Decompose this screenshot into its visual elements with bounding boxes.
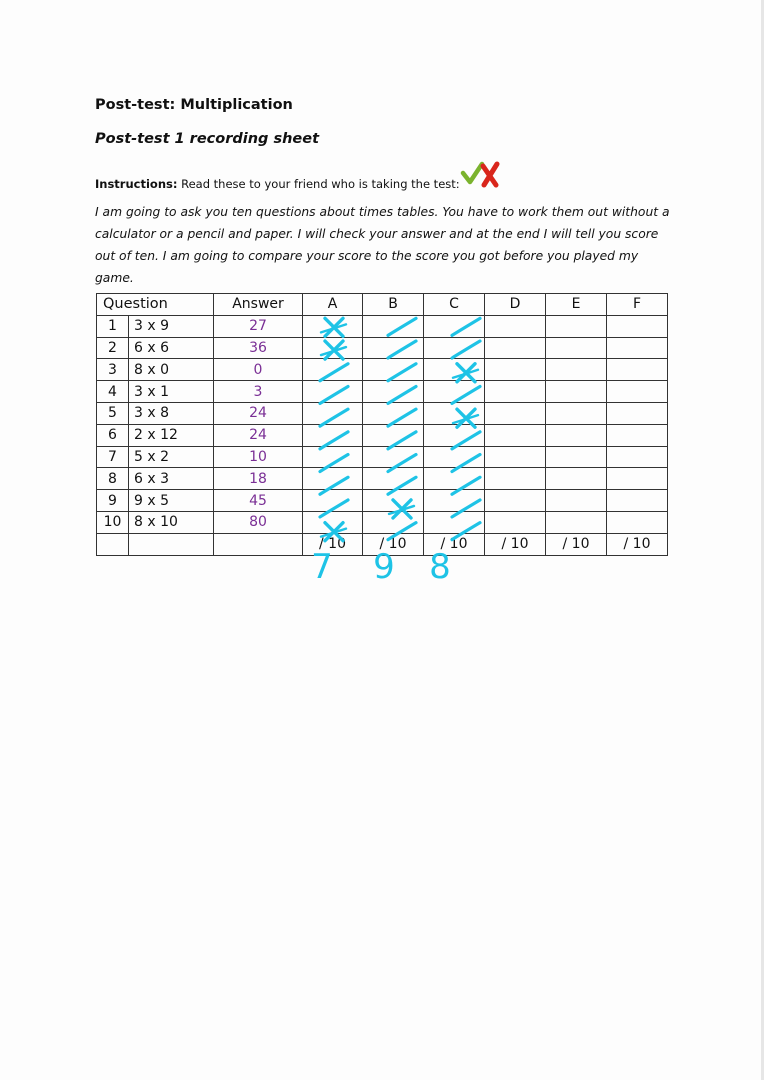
tick-mark — [388, 409, 416, 426]
tick-mark — [388, 341, 416, 358]
question-text: 3 x 9 — [129, 315, 214, 337]
question-header: Question — [97, 294, 214, 316]
tick-mark — [452, 455, 480, 472]
column-header-b: B — [363, 294, 424, 316]
instructions-script: I am going to ask you ten questions about times tables. You have to work them out without a calculator or a pencil and paper. I will check your answer and at the end I will tell you score out of ten. I am going to compare your score to the score you got before you played my game. — [95, 205, 670, 285]
column-header-a: A — [303, 294, 363, 316]
question-text: 6 x 6 — [129, 337, 214, 359]
score-cell-f: / 10 — [607, 533, 668, 555]
tick-mark — [452, 500, 480, 517]
question-number: 1 — [97, 315, 129, 337]
question-text: 5 x 2 — [129, 446, 214, 468]
score-cell-b: / 10 — [363, 533, 424, 555]
answer-header: Answer — [214, 294, 303, 316]
answer-value: 0 — [214, 359, 303, 381]
question-number: 10 — [97, 511, 129, 533]
question-number: 7 — [97, 446, 129, 468]
question-text: 8 x 0 — [129, 359, 214, 381]
handwritten-score: 9 — [373, 547, 395, 587]
question-text: 6 x 3 — [129, 468, 214, 490]
tick-mark — [320, 409, 348, 426]
question-number: 5 — [97, 402, 129, 424]
answer-value: 24 — [214, 402, 303, 424]
page-subtitle: Post-test 1 recording sheet — [95, 131, 320, 147]
question-number: 4 — [97, 381, 129, 403]
tick-mark — [452, 318, 480, 335]
tick-mark — [388, 477, 416, 494]
question-text: 9 x 5 — [129, 490, 214, 512]
answer-value: 3 — [214, 381, 303, 403]
answer-value: 27 — [214, 315, 303, 337]
tick-mark — [320, 432, 348, 449]
score-cell-e: / 10 — [546, 533, 607, 555]
tick-mark — [388, 318, 416, 335]
score-cell-a: / 10 — [303, 533, 363, 555]
question-text: 8 x 10 — [129, 511, 214, 533]
tick-mark — [452, 386, 480, 403]
score-cell-d: / 10 — [485, 533, 546, 555]
answer-value: 45 — [214, 490, 303, 512]
question-text: 3 x 8 — [129, 402, 214, 424]
tick-mark — [452, 341, 480, 358]
handwritten-score: 7 — [311, 547, 333, 587]
instructions-label: Instructions: — [95, 177, 178, 191]
question-number: 9 — [97, 490, 129, 512]
answer-value: 80 — [214, 511, 303, 533]
page-title: Post-test: Multiplication — [95, 97, 293, 113]
tick-mark — [452, 523, 480, 540]
tick-mark — [320, 477, 348, 494]
tick-mark — [388, 364, 416, 381]
tick-mark — [320, 386, 348, 403]
column-header-c: C — [424, 294, 485, 316]
tick-mark — [452, 477, 480, 494]
question-number: 6 — [97, 424, 129, 446]
column-header-e: E — [546, 294, 607, 316]
column-header-d: D — [485, 294, 546, 316]
tick-mark — [388, 455, 416, 472]
score-cell-c: / 10 — [424, 533, 485, 555]
tick-mark — [388, 523, 416, 540]
tick-mark — [320, 455, 348, 472]
answer-value: 36 — [214, 337, 303, 359]
tick-mark — [388, 432, 416, 449]
answer-value: 24 — [214, 424, 303, 446]
handwritten-score: 8 — [429, 547, 451, 587]
answer-value: 10 — [214, 446, 303, 468]
answer-value: 18 — [214, 468, 303, 490]
instructions-text: Read these to your friend who is taking the test: — [177, 177, 460, 191]
tick-mark — [320, 500, 348, 517]
tick-mark — [320, 364, 348, 381]
question-text: 3 x 1 — [129, 381, 214, 403]
question-number: 8 — [97, 468, 129, 490]
column-header-f: F — [607, 294, 668, 316]
tick-mark — [388, 386, 416, 403]
question-text: 2 x 12 — [129, 424, 214, 446]
tick-mark — [452, 432, 480, 449]
question-number: 2 — [97, 337, 129, 359]
question-number: 3 — [97, 359, 129, 381]
